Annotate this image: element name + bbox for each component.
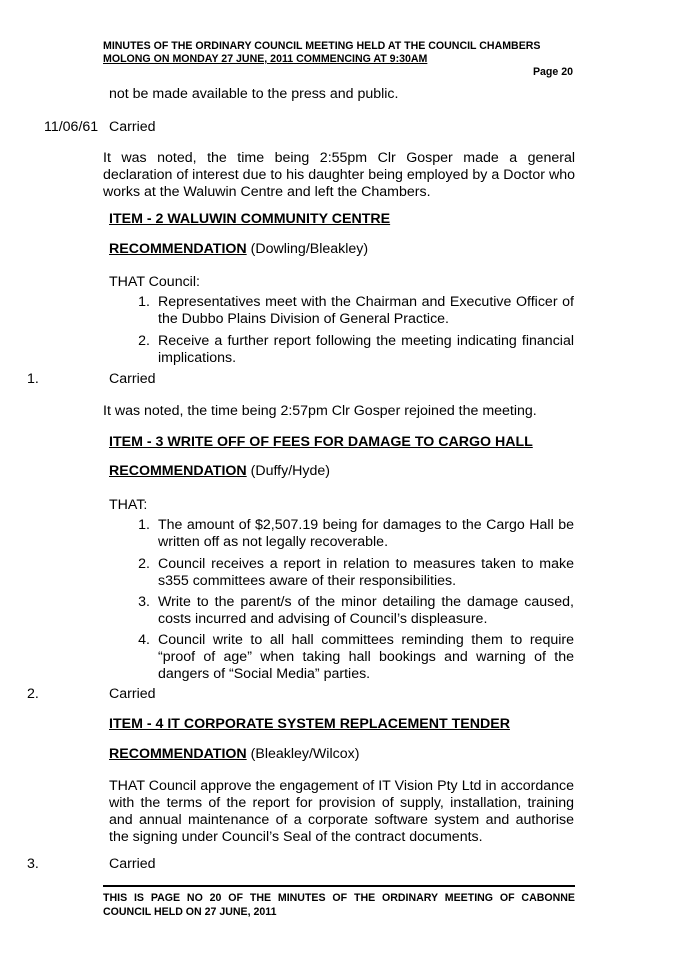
item-2-point-2 [130, 333, 574, 367]
item-4-heading: ITEM - 4 IT CORPORATE SYSTEM REPLACEMENT TENDER [109, 716, 510, 732]
item-3-result-number: 2. [27, 686, 39, 702]
point-text: Receive a further report following the meeting indicating financial implications. [158, 333, 574, 366]
resolution-result: Carried [109, 119, 156, 135]
point-number: 1. [138, 517, 150, 533]
note-declaration: It was noted, the time being 2:55pm Clr Gosper made a general declaration of interest due to his daughter being employed by a Doctor who works at the Waluwin Centre and left the Chambers. [103, 150, 575, 200]
item-3-point-3 [130, 594, 574, 628]
point-number: 2. [138, 556, 150, 572]
recommendation-label: RECOMMENDATION [109, 463, 247, 479]
recommendation-label: RECOMMENDATION [109, 746, 247, 762]
point-text: Council receives a report in relation to measures taken to make s355 committees aware of their responsibilities. [158, 556, 574, 589]
item-3-point-2 [130, 556, 574, 590]
point-text: The amount of $2,507.19 being for damages to the Cargo Hall be written off as not legally recoverable. [158, 517, 574, 550]
item-3-point-4 [130, 632, 574, 683]
recommendation-movers: (Dowling/Bleakley) [250, 241, 369, 257]
item-3-point-1 [130, 517, 574, 551]
point-number: 1. [138, 294, 150, 310]
item-2-result: Carried [109, 371, 156, 387]
item-2-lead: THAT Council: [109, 274, 200, 290]
item-3-heading: ITEM - 3 WRITE OFF OF FEES FOR DAMAGE TO CARGO HALL [109, 434, 533, 450]
point-text: Representatives meet with the Chairman and Executive Officer of the Dubbo Plains Division of General Practice. [158, 294, 574, 327]
recommendation-movers: (Duffy/Hyde) [250, 463, 330, 479]
header-line-2: MOLONG ON MONDAY 27 JUNE, 2011 COMMENCING AT 9:30AM [103, 53, 428, 65]
note-rejoined: It was noted, the time being 2:57pm Clr Gosper rejoined the meeting. [103, 403, 537, 419]
point-number: 2. [138, 333, 150, 349]
page-header [103, 40, 575, 66]
point-text: Council write to all hall committees reminding them to require “proof of age” when taking hall bookings and warning of the dangers of “Social Media” parties. [158, 632, 574, 682]
footer-divider [103, 885, 575, 887]
item-2-point-1 [130, 294, 574, 328]
item-4-result: Carried [109, 856, 156, 872]
item-3-lead: THAT: [109, 497, 148, 513]
point-number: 4. [138, 632, 150, 648]
item-3-result: Carried [109, 686, 156, 702]
recommendation-label: RECOMMENDATION [109, 241, 247, 257]
item-4-recommendation [109, 746, 359, 763]
item-2-result-number: 1. [27, 371, 39, 387]
item-3-recommendation [109, 463, 330, 480]
recommendation-movers: (Bleakley/Wilcox) [250, 746, 360, 762]
point-text: Write to the parent/s of the minor detailing the damage caused, costs incurred and advising of Council’s displeasure. [158, 594, 574, 627]
item-4-result-number: 3. [27, 856, 39, 872]
item-2-heading: ITEM - 2 WALUWIN COMMUNITY CENTRE [109, 211, 391, 227]
page-number: Page 20 [532, 66, 573, 78]
item-4-body: THAT Council approve the engagement of IT Vision Pty Ltd in accordance with the terms of the report for provision of supply, installation, training and annual maintenance of a corporate software system and authorise the signing under Council’s Seal of the contract documents. [109, 778, 574, 845]
point-number: 3. [138, 594, 150, 610]
header-line-1: MINUTES OF THE ORDINARY COUNCIL MEETING HELD AT THE COUNCIL CHAMBERS [103, 40, 541, 52]
resolution-number: 11/06/61 [44, 119, 99, 135]
item-2-recommendation [109, 241, 368, 258]
page-footer: THIS IS PAGE NO 20 OF THE MINUTES OF THE ORDINARY MEETING OF CABONNE COUNCIL HELD ON 27 JUNE, 2011 [103, 892, 575, 918]
intro-line: not be made available to the press and public. [109, 86, 399, 102]
